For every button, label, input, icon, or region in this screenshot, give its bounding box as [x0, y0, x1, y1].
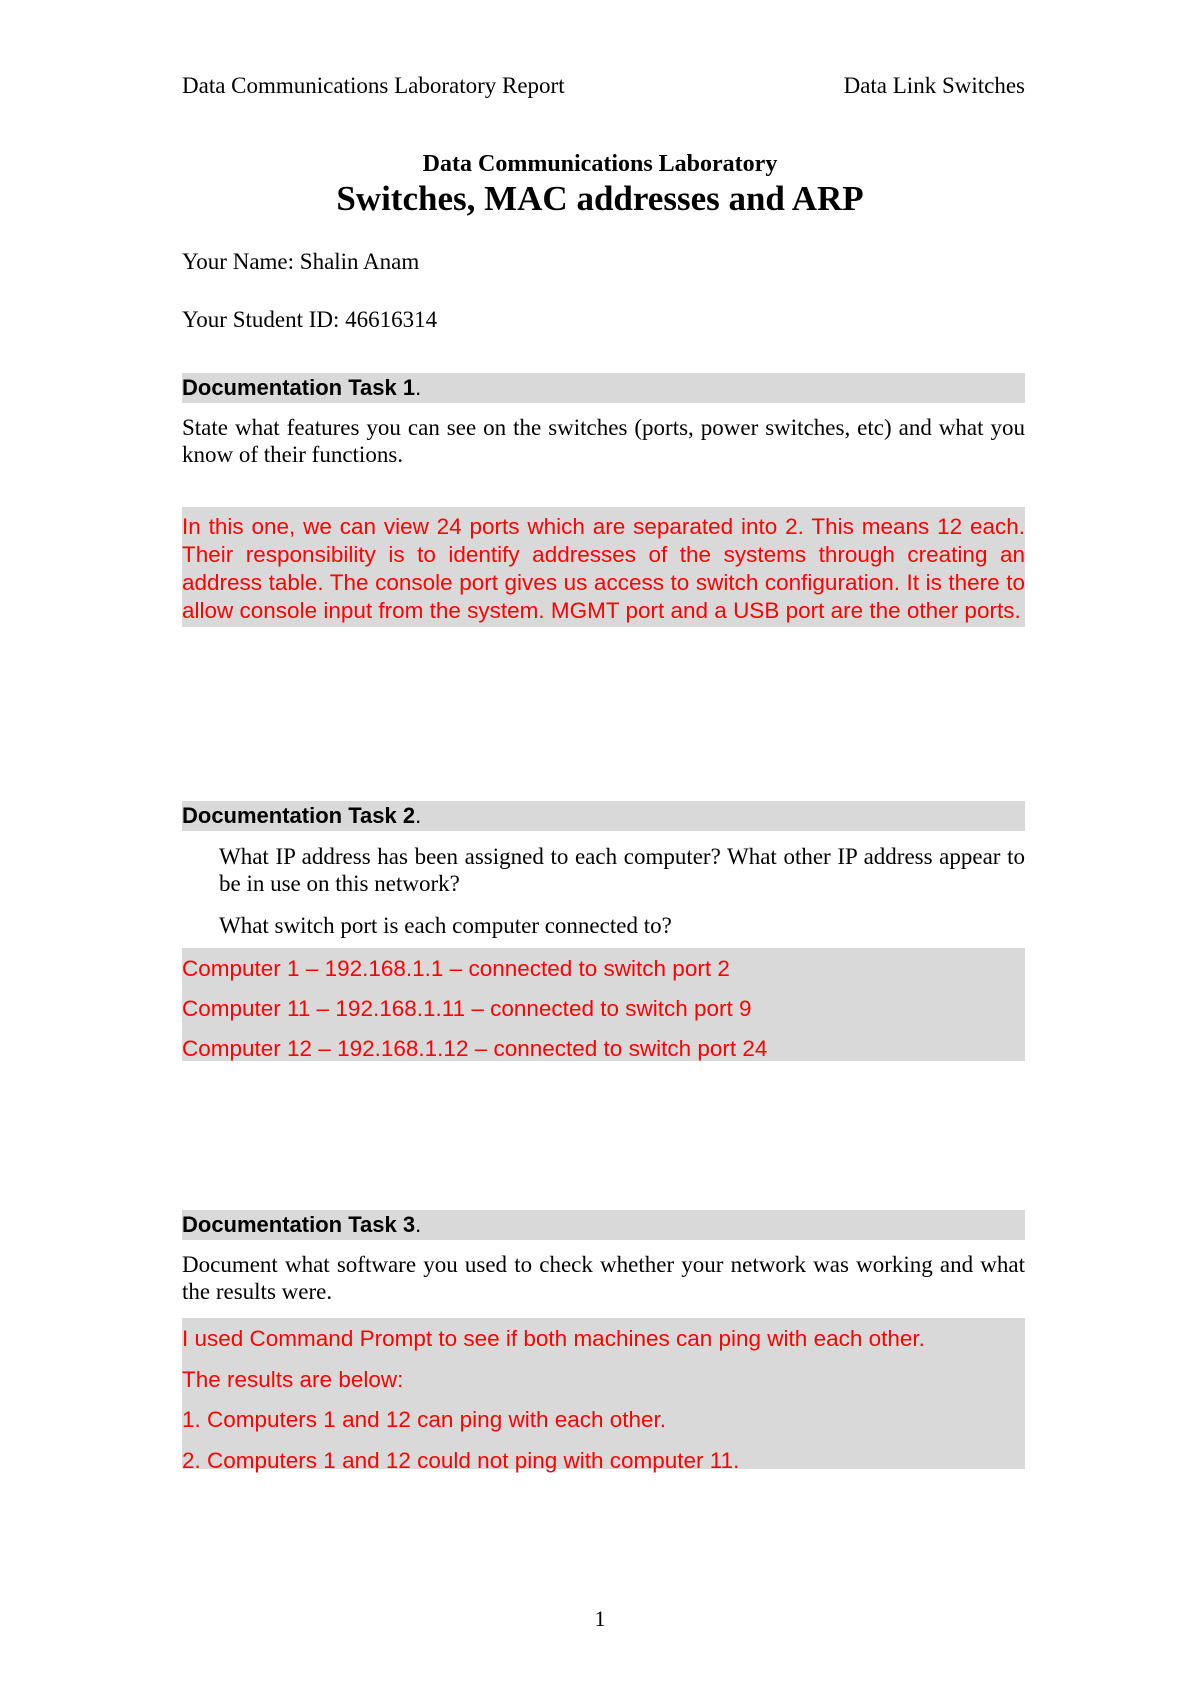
- task-2-label: Documentation Task 2: [182, 803, 416, 828]
- task-1-suffix: .: [415, 375, 422, 400]
- page-number: 1: [594, 1606, 606, 1631]
- task-1-answer: In this one, we can view 24 ports which are separated into 2. This means 12 each. Their responsibility is to identify addresses of the systems through creating an address table. The console port gives us access to switch configuration. It is there to allow console input from the system. MGMT port and a USB port are the other ports.: [182, 507, 1025, 627]
- task-3-answer-line: 2. Computers 1 and 12 could not ping with computer 11.: [182, 1447, 740, 1473]
- task-2-answer-line: Computer 1 – 192.168.1.1 – connected to switch port 2: [182, 956, 730, 981]
- task-1-prompt: State what features you can see on the switches (ports, power switches, etc) and what you know of their functions.: [182, 415, 1025, 467]
- task-3-answer-line: I used Command Prompt to see if both machines can ping with each other.: [182, 1326, 925, 1351]
- task-2-prompt: What IP address has been assigned to each computer? What other IP address appear to be in use on this network?: [219, 844, 1025, 896]
- task-2-heading: [182, 801, 1025, 831]
- task-3-heading: [182, 1210, 1025, 1240]
- document-title: Switches, MAC addresses and ARP: [336, 179, 864, 218]
- task-3-suffix: .: [415, 1212, 422, 1237]
- task-3-answer-line: 1. Computers 1 and 12 can ping with each other.: [182, 1407, 667, 1432]
- running-header-right: Data Link Switches: [843, 73, 1025, 98]
- task-2-suffix: .: [415, 803, 422, 828]
- task-2-answer-line: Computer 11 – 192.168.1.11 – connected to switch port 9: [182, 996, 752, 1021]
- task-2-prompt-2: What switch port is each computer connected to?: [219, 913, 672, 938]
- document-subtitle: Data Communications Laboratory: [422, 151, 778, 177]
- task-1-heading: [182, 373, 1025, 403]
- task-3-answer-line: The results are below:: [182, 1366, 404, 1392]
- task-3-label: Documentation Task 3: [182, 1212, 416, 1237]
- task-2-answer-line: Computer 12 – 192.168.1.12 – connected to switch port 24: [182, 1036, 768, 1061]
- task-3-answer-block: [182, 1318, 1025, 1473]
- student-name-line: Your Name: Shalin Anam: [182, 249, 420, 274]
- task-2-answer-block: [182, 948, 1025, 1061]
- student-id-line: Your Student ID: 46616314: [182, 307, 438, 332]
- task-3-prompt: Document what software you used to check whether your network was working and what the results were.: [182, 1252, 1025, 1304]
- running-header-left: Data Communications Laboratory Report: [182, 73, 565, 98]
- task-1-label: Documentation Task 1: [182, 375, 416, 400]
